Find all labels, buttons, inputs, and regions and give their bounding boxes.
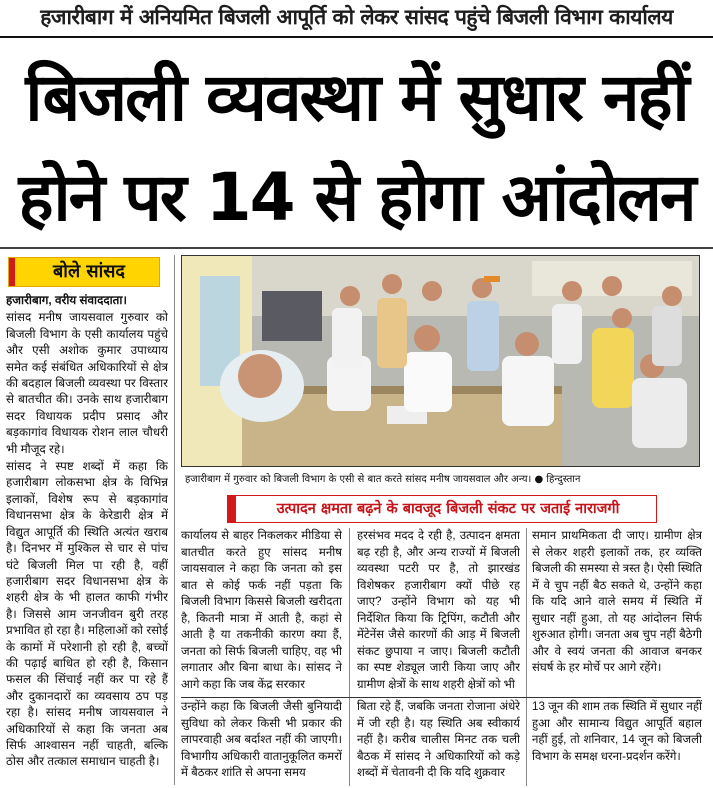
paragraph-col4-bottom: 13 जून की शाम तक स्थिति में सुधार नहीं हुआ और सामान्य विद्युत आपूर्ति बहाल नहीं हुई, तो शनिवार, 14 जून को बिजली विभाग के समक्ष धरना-प्रदर्शन करेंगे।: [532, 700, 702, 763]
paragraph-2: सांसद ने स्पष्ट शब्दों में कहा कि हजारीबाग लोकसभा क्षेत्र के विभिन्न इलाकों, विशेष रूप से बड़कागांव विधानसभा क्षेत्र के केरेडारी क्षेत्र में विद्युत आपूर्ति की स्थिति अत्यंत खराब है। दिनभर में मुश्किल से चार से पांच घंटे बिजली मिल पा रही है, वहीं हजारीबाग सदर विधानसभा क्षेत्र के शहरी क्षेत्र के भी हालत काफी गंभीर है। जिससे आम जनजीवन बुरी तरह प्रभावित हो रहा है। महिलाओं को रसोई के कामों में परेशानी हो रही है, बच्चों की पढ़ाई बाधित हो रही है, किसान फसल की सिंचाई नहीं कर पा रहे हैं और दुकानदारों का व्यवसाय ठप पड़ रहा है। सांसद मनीष जायसवाल ने अधिकारियों से कहा कि जनता अब सिर्फ आश्वासन नहीं चाहती, बल्कि ठोस और तत्काल समाधान चाहती है।: [6, 459, 168, 769]
photo-illustration: [182, 256, 700, 467]
top-rule: [0, 36, 713, 38]
paragraph-col4-top: समान प्राथमिकता दी जाए। ग्रामीण क्षेत्र से लेकर शहरी इलाकों तक, हर व्यक्ति बिजली की समस्या से त्रस्त है। ऐसी स्थिति में वे चुप नहीं बैठ सकते थे, उन्होंने कहा कि यदि आने वाले समय में स्थिति में सुधार नहीं हुआ, तो यह आंदोलन सिर्फ शुरुआत होगी। जनता अब चुप नहीं बैठेगी और वे स्वयं जनता की आवाज बनकर संघर्ष के हर मोर्चे पर आगे रहेंगे।: [532, 529, 702, 674]
paragraph-1: सांसद मनीष जायसवाल गुरुवार को बिजली विभाग के एसी कार्यालय पहुंचे और एसी अशोक कुमार उपाध्याय समेत कई संबंधित अधिकारियों से क्षेत्र की बदहाल बिजली व्यवस्था पर विस्तार से बातचीत की। उनके साथ हजारीबाग सदर विधायक प्रदीप प्रसाद और बड़कागांव विधायक रोशन लाल चौधरी भी मौजूद रहे।: [6, 310, 168, 456]
paragraph-col3-bottom: बिता रहे हैं, जबकि जनता रोजाना अंधेरे में जी रही है। यह स्थिति अब स्वीकार्य नहीं है। करीब चालीस मिनट तक चली बैठक में सांसद ने अधिकारियों को कड़े शब्दों में चेतावनी दी कि यदि शुक्रवार: [357, 700, 520, 779]
news-photo: [181, 255, 700, 467]
tag-accent-bar: [9, 258, 15, 286]
article-column-3-bottom: [357, 699, 520, 786]
article-column-1: [6, 292, 168, 786]
headline-line-1: बिजली व्यवस्था में सुधार नहीं: [25, 59, 688, 136]
dateline: हजारीबाग, वरीय संवाददाता।: [6, 293, 127, 307]
article-column-4-top: [532, 528, 702, 693]
lower-section-rule: [181, 697, 701, 698]
subheadline-box: [227, 495, 657, 523]
subheadline: उत्पादन क्षमता बढ़ने के बावजूद बिजली संकट पर जताई नाराजगी: [276, 501, 620, 517]
tag-label: बोले सांसद: [53, 261, 125, 282]
subhead-accent-bar: [228, 496, 236, 522]
section-tag: [8, 257, 160, 287]
article-column-2-bottom: [181, 699, 342, 786]
column-divider-3: [526, 528, 527, 786]
paragraph-col2-bottom: उन्होंने कहा कि बिजली जैसी बुनियादी सुविधा को लेकर किसी भी प्रकार की लापरवाही अब बर्दाश्त नहीं की जाएगी। विभागीय अधिकारी वातानुकूलित कमरों में बैठकर शांति से अपना समय: [181, 700, 342, 779]
column-divider-2: [349, 528, 350, 786]
paragraph-col3-top: हरसंभव मदद दे रही है, उत्पादन क्षमता बढ़ रही है, और अन्य राज्यों में बिजली व्यवस्था पटरी पर है, तो झारखंड विशेषकर हजारीबाग क्यों पीछे रह जाए? उन्होंने विभाग को यह भी निर्देशित किया कि ट्रिपिंग, कटौती और मेंटेनेंस जैसे कारणों की आड़ में बिजली संकट छुपाया न जाए। बिजली कटौती का स्पष्ट शेड्यूल जारी किया जाए और ग्रामीण क्षेत्रों के साथ शहरी क्षेत्रों को भी: [357, 529, 520, 691]
kicker-headline: हजारीबाग में अनियमित बिजली आपूर्ति को लेकर सांसद पहुंचे बिजली विभाग कार्यालय: [40, 5, 673, 29]
article-column-2-top: [181, 528, 342, 696]
photo-caption: हजारीबाग में गुरुवार को बिजली विभाग के एसी से बात करते सांसद मनीष जायसवाल और अन्य। ● हिन्दुस्तान: [185, 474, 581, 485]
headline-rule: [0, 247, 713, 249]
headline-line-2: होने पर 14 से होगा आंदोलन: [18, 159, 695, 236]
column-divider-1: [174, 255, 175, 785]
article-column-4-bottom: [532, 699, 702, 786]
article-column-3-top: [357, 528, 520, 696]
paragraph-col2-top: कार्यालय से बाहर निकलकर मीडिया से बातचीत करते हुए सांसद मनीष जायसवाल ने कहा कि जनता को इस बात से कोई फर्क नहीं पड़ता कि बिजली विभाग किससे बिजली खरीदता है, कितनी मात्रा में आती है, कहां से आती है या तकनीकी कारण क्या हैं, जनता को सिर्फ बिजली चाहिए, वह भी लगातार और बिना बाधा के। सांसद ने आगे कहा कि जब केंद्र सरकार: [181, 529, 342, 691]
